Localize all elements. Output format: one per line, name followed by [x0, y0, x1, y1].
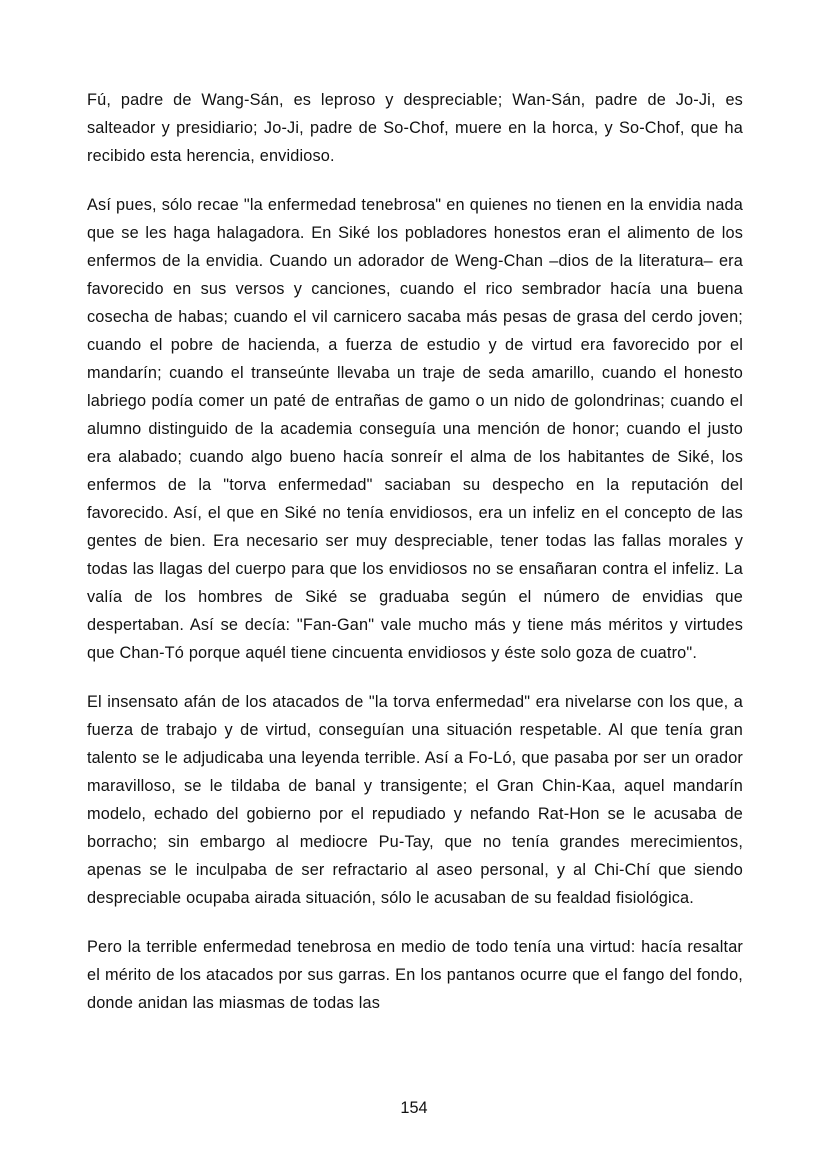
- paragraph-1: Fú, padre de Wang-Sán, es leproso y despreciable; Wan-Sán, padre de Jo-Ji, es salteador y presidiario; Jo-Ji, padre de So-Chof, muere en la horca, y So-Chof, que ha recibido esta herencia, envidioso.: [87, 91, 743, 165]
- page-number: 154: [400, 1099, 428, 1117]
- paragraph-4: Pero la terrible enfermedad tenebrosa en medio de todo tenía una virtud: hacía resaltar el mérito de los atacados por sus garras. En los pantanos ocurre que el fango del fondo, donde anidan las miasmas de todas las: [87, 938, 743, 1012]
- body-text-column: [87, 86, 743, 1017]
- paragraph-2: Así pues, sólo recae "la enfermedad tenebrosa" en quienes no tienen en la envidia nada que se les haga halagadora. En Siké los pobladores honestos eran el alimento de los enfermos de la envidia. Cuando un adorador de Weng-Chan –dios de la literatura– era favorecido en sus versos y canciones, cuando el rico sembrador hacía una buena cosecha de habas; cuando el vil carnicero sacaba más pesas de grasa del cerdo joven; cuando el pobre de hacienda, a fuerza de estudio y de virtud era favorecido por el mandarín; cuando el transeúnte llevaba un traje de seda amarillo, cuando el honesto labriego podía comer un paté de entrañas de gamo o un nido de golondrinas; cuando el alumno distinguido de la academia conseguía una mención de honor; cuando el justo era alabado; cuando algo bueno hacía sonreír el alma de los habitantes de Siké, los enfermos de la "torva enfermedad" saciaban su despecho en la reputación del favorecido. Así, el que en Siké no tenía envidiosos, era un infeliz en el concepto de las gentes de bien. Era necesario ser muy despreciable, tener todas las fallas morales y todas las llagas del cuerpo para que los envidiosos no se ensañaran contra el infeliz. La valía de los hombres de Siké se graduaba según el número de envidias que despertaban. Así se decía: "Fan-Gan" vale mucho más y tiene más méritos y virtudes que Chan-Tó porque aquél tiene cincuenta envidiosos y éste solo goza de cuatro".: [87, 196, 743, 662]
- paragraph-3: El insensato afán de los atacados de "la torva enfermedad" era nivelarse con los que, a fuerza de trabajo y de virtud, conseguían una situación respetable. Al que tenía gran talento se le adjudicaba una leyenda terrible. Así a Fo-Ló, que pasaba por ser un orador maravilloso, se le tildaba de banal y transigente; el Gran Chin-Kaa, aquel mandarín modelo, echado del gobierno por el repudiado y nefando Rat-Hon se le acusaba de borracho; sin embargo al mediocre Pu-Tay, que no tenía grandes merecimientos, apenas se le inculpaba de ser refractario al aseo personal, y al Chi-Chí que siendo despreciable ocupaba airada situación, sólo le acusaban de su fealdad fisiológica.: [87, 693, 743, 907]
